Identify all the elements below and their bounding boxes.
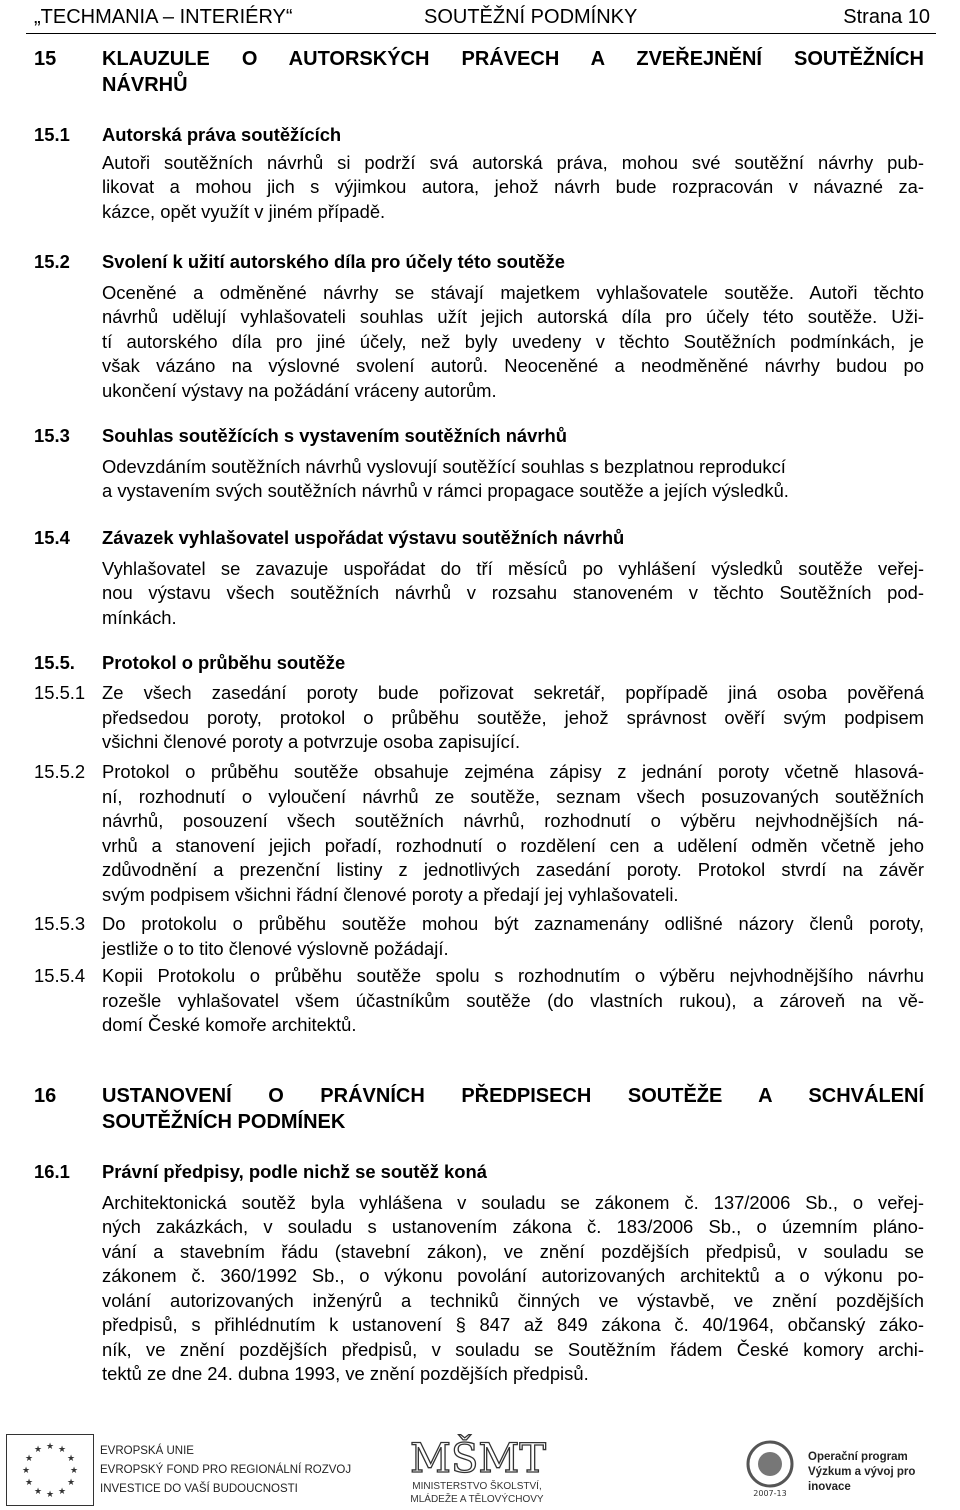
op-text-line: Operační program <box>808 1451 908 1463</box>
section-number: 15.3 <box>34 425 70 446</box>
msmt-text-line: MLÁDEŽE A TĚLOVÝCHOVY <box>410 1494 544 1505</box>
paragraph-line: Architektonická soutěž byla vyhlášena v souladu se zákonem č. 137/2006 Sb., o veřej- <box>102 1191 924 1213</box>
paragraph-line: ník, ve znění pozdějších předpisů, v souladu se Soutěžním řádem České komory archi- <box>102 1338 924 1360</box>
paragraph-line: domí České komoře architektů. <box>102 1014 357 1035</box>
header-doc-title: SOUTĚŽNÍ PODMÍNKY <box>424 6 638 28</box>
paragraph-line: svým podpisem všichni řádní členové poroty a předají jej vyhlašovateli. <box>102 883 679 905</box>
page-header <box>26 4 936 34</box>
paragraph-line: volání autorizovaných inženýrů a techniků činných ve výstavbě, ve znění pozdějších <box>102 1289 924 1311</box>
paragraph-line: zdůvodnění a prezenční listiny z jednotlivých zasedání poroty. Protokol stvrdí na závěr <box>102 859 924 880</box>
section-title-line: KLAUZULE O AUTORSKÝCH PRÁVECH A ZVEŘEJNĚNÍ SOUTĚŽNÍCH <box>102 48 924 70</box>
msmt-text-line: MINISTERSTVO ŠKOLSTVÍ, <box>412 1481 542 1492</box>
paragraph-line: Vyhlašovatel se zavazuje uspořádat do tří měsíců po vyhlášení výsledků soutěže veřej- <box>102 557 924 579</box>
paragraph-line: tí autorského díla pro jiné účely, než byly uvedeny v těchto Soutěžních podmínkách, je <box>102 330 924 352</box>
paragraph-line: a vystavením svých soutěžních návrhů v rámci propagace soutěže a jejích výsledků. <box>102 480 789 501</box>
paragraph-line: Protokol o průběhu soutěže obsahuje zejména zápisy z jednání poroty včetně hlasová- <box>102 761 924 782</box>
paragraph-line: vrhů a stanovení jejich pořadí, rozhodnutí o rozdělení cen a udělení odměn včetně jeho <box>102 834 924 856</box>
paragraph-line: Kopii Protokolu o průběhu soutěže spolu s rozhodnutím o výběru nejvhodnějšího návrhu <box>102 965 924 986</box>
header-divider <box>26 33 936 34</box>
paragraph-line: kázce, opět využít v jiném případě. <box>102 200 386 222</box>
paragraph-line: rozešle vyhlašovatel všem účastníkům soutěže (do vlastních rukou), a zároveň na vě- <box>102 989 924 1011</box>
section-number: 15.2 <box>34 251 70 272</box>
section-title: Autorská práva soutěžících <box>102 124 342 145</box>
paragraph-line: ukončení výstavy na požádání vráceny autorům. <box>102 379 497 401</box>
section-number: 15.5. <box>34 652 75 673</box>
section-title-line: USTANOVENÍ O PRÁVNÍCH PŘEDPISECH SOUTĚŽE A SCHVÁLENÍ <box>102 1085 924 1107</box>
paragraph-line: tektů ze dne 24. dubna 1993, ve znění pozdějších předpisů. <box>102 1363 589 1384</box>
section-number: 15.4 <box>34 527 70 548</box>
svg-text:★: ★ <box>57 1445 67 1455</box>
clause-number: 15.5.3 <box>34 913 86 934</box>
paragraph-line: likovat a mohou jich s výjimkou autora, jehož návrh bude rozpracován v návazné za- <box>102 176 924 197</box>
section-number: 15 <box>34 48 57 70</box>
clause-number: 15.5.4 <box>34 965 86 986</box>
paragraph-line: předsedou poroty, protokol o průběhu soutěže, jehož správnost ověří svým podpisem <box>102 706 924 728</box>
paragraph-line: nou výstavu všech soutěžních návrhů v rozsahu stanoveném v těchto Soutěžních pod- <box>102 582 924 603</box>
svg-text:★: ★ <box>66 1454 76 1464</box>
msmt-logo-mark: MŠMT <box>410 1436 546 1480</box>
op-years: 2007-13 <box>753 1489 787 1498</box>
paragraph-line: však vázáno na výslovné svolení autorů. Neoceněné a neodměněné návrhy budou po <box>102 355 924 376</box>
svg-text:★: ★ <box>33 1487 43 1497</box>
paragraph-line: jestliže o to tito členové výslovně požádají. <box>102 937 449 959</box>
eu-flag-icon <box>6 1434 94 1506</box>
paragraph-line: Autoři soutěžních návrhů si podrží svá autorská práva, mohou své soutěžní návrhy pub- <box>102 151 924 173</box>
section-title: Svolení k užití autorského díla pro účely této soutěže <box>102 251 565 272</box>
clause-number: 15.5.2 <box>34 761 86 782</box>
eu-text-line: INVESTICE DO VAŠÍ BUDOUCNOSTI <box>100 1483 298 1495</box>
section-title: Právní předpisy, podle nichž se soutěž koná <box>102 1161 487 1182</box>
op-program-text <box>808 1450 960 1495</box>
eu-text-line: EVROPSKÝ FOND PRO REGIONÁLNÍ ROZVOJ <box>100 1464 352 1476</box>
paragraph-line: návrhů, posouzení všech soutěžních návrhů, rozhodnutí o výběru nejvhodnějších ná- <box>102 810 924 831</box>
svg-text:★: ★ <box>33 1445 43 1455</box>
op-text-line: Výzkum a vývoj pro inovace <box>808 1466 916 1493</box>
msmt-text <box>402 1480 552 1506</box>
eu-fund-text <box>100 1442 351 1499</box>
header-page-number: Strana 10 <box>843 6 930 28</box>
svg-text:★: ★ <box>24 1454 34 1464</box>
paragraph-line: ní, rozhodnutí o vyloučení návrhů ze soutěže, seznam všech posuzovaných soutěžních <box>102 785 924 807</box>
header-project-title: „TECHMANIA – INTERIÉRY“ <box>34 6 293 28</box>
paragraph-line: Do protokolu o průběhu soutěže mohou být zaznamenány odlišné názory členů poroty, <box>102 913 924 934</box>
section-title: Protokol o průběhu soutěže <box>102 652 346 673</box>
svg-text:★: ★ <box>21 1466 31 1476</box>
svg-text:★: ★ <box>57 1487 67 1497</box>
section-number: 16 <box>34 1085 57 1107</box>
paragraph-line: vání a stavebním řádu (stavební zákon), ve znění pozdějších předpisů, v souladu se <box>102 1240 924 1262</box>
paragraph-line: zákonem č. 360/1992 Sb., o výkonu povolání autorizovaných architektů a o výkonu po- <box>102 1265 924 1286</box>
eu-text-line: EVROPSKÁ UNIE <box>100 1445 194 1457</box>
section-number: 16.1 <box>34 1161 70 1182</box>
clause-number: 15.5.1 <box>34 682 86 703</box>
section-title: Souhlas soutěžících s vystavením soutěžních návrhů <box>102 425 568 446</box>
svg-text:★: ★ <box>45 1442 55 1452</box>
paragraph-line: Ze všech zasedání poroty bude pořizovat sekretář, popřípadě jiná osoba pověřená <box>102 682 924 703</box>
paragraph-line: všichni členové poroty a potvrzuje osoba zapisující. <box>102 731 521 752</box>
paragraph-line: návrhů udělují vyhlašovateli souhlas užít jejich autorská díla pro účely této soutěže. Uži- <box>102 306 924 327</box>
paragraph-line: ných zakázkách, v souladu s ustanovením zákona č. 183/2006 Sb., o územním pláno- <box>102 1216 924 1237</box>
paragraph-line: Odevzdáním soutěžních návrhů vyslovují soutěžící souhlas s bezplatnou reprodukcí <box>102 455 786 477</box>
footer-logos <box>0 1428 960 1508</box>
section-title-line: SOUTĚŽNÍCH PODMÍNEK <box>102 1111 346 1133</box>
svg-text:★: ★ <box>66 1478 76 1488</box>
section-number: 15.1 <box>34 124 70 145</box>
paragraph-line: mínkách. <box>102 606 177 628</box>
svg-text:★: ★ <box>24 1478 34 1488</box>
svg-text:★: ★ <box>69 1466 79 1476</box>
svg-text:★: ★ <box>45 1490 55 1500</box>
section-title: Závazek vyhlašovatel uspořádat výstavu soutěžních návrhů <box>102 527 625 548</box>
paragraph-line: předpisů, s přihlédnutím k ustanovení § 847 až 849 zákona č. 40/1964, občanský záko- <box>102 1314 924 1335</box>
paragraph-line: Oceněné a odměněné návrhy se stávají majetkem vyhlašovatele soutěže. Autoři těchto <box>102 281 924 303</box>
section-title-line: NÁVRHŮ <box>102 74 188 96</box>
